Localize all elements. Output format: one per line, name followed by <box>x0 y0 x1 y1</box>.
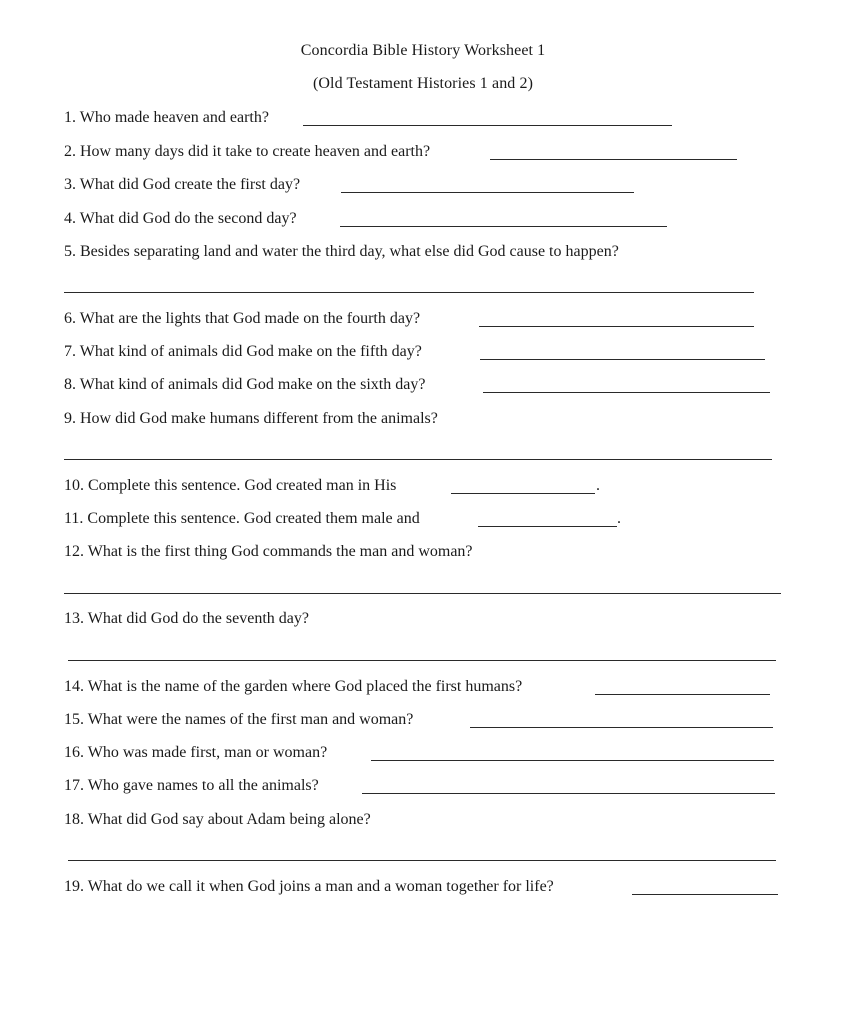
question-7: 7. What kind of animals did God make on the fifth day? <box>64 343 422 360</box>
answer-line-11[interactable] <box>478 526 617 527</box>
question-16: 16. Who was made first, man or woman? <box>64 744 328 761</box>
question-6: 6. What are the lights that God made on the fourth day? <box>64 310 421 327</box>
question-11-text: 11. Complete this sentence. God created them male and <box>64 510 420 527</box>
question-13: 13. What did God do the seventh day? <box>64 610 309 627</box>
question-3: 3. What did God create the first day? <box>64 176 301 193</box>
question-12: 12. What is the first thing God commands the man and woman? <box>64 543 473 560</box>
answer-line-6[interactable] <box>479 326 754 327</box>
answer-line-14[interactable] <box>595 694 770 695</box>
question-8: 8. What kind of animals did God make on the sixth day? <box>64 376 426 393</box>
answer-line-8[interactable] <box>483 392 770 393</box>
answer-line-17[interactable] <box>362 793 775 794</box>
answer-line-18[interactable] <box>68 860 776 861</box>
answer-line-2[interactable] <box>490 159 737 160</box>
answer-line-3[interactable] <box>341 192 634 193</box>
answer-line-9[interactable] <box>64 459 772 460</box>
question-14: 14. What is the name of the garden where God placed the first humans? <box>64 678 523 695</box>
question-10-text: 10. Complete this sentence. God created man in His <box>64 477 397 494</box>
answer-line-15[interactable] <box>470 727 773 728</box>
answer-line-7[interactable] <box>480 359 765 360</box>
question-10 <box>64 476 396 496</box>
question-11 <box>64 509 420 529</box>
answer-line-5[interactable] <box>64 292 754 293</box>
question-1: 1. Who made heaven and earth? <box>64 109 269 126</box>
answer-line-19[interactable] <box>632 894 778 895</box>
answer-line-1[interactable] <box>303 125 672 126</box>
question-15: 15. What were the names of the first man and woman? <box>64 711 414 728</box>
question-5: 5. Besides separating land and water the third day, what else did God cause to happen? <box>64 243 619 260</box>
question-17: 17. Who gave names to all the animals? <box>64 777 319 794</box>
question-10-period: . <box>596 477 600 494</box>
answer-line-12[interactable] <box>64 593 781 594</box>
answer-line-16[interactable] <box>371 760 774 761</box>
question-18: 18. What did God say about Adam being alone? <box>64 811 371 828</box>
answer-line-4[interactable] <box>340 226 667 227</box>
answer-line-10[interactable] <box>451 493 595 494</box>
question-4: 4. What did God do the second day? <box>64 210 297 227</box>
question-11-period: . <box>617 510 621 527</box>
question-2: 2. How many days did it take to create heaven and earth? <box>64 143 431 160</box>
question-19: 19. What do we call it when God joins a man and a woman together for life? <box>64 878 554 895</box>
answer-line-13[interactable] <box>68 660 776 661</box>
worksheet-title: Concordia Bible History Worksheet 1 <box>300 42 546 59</box>
worksheet-subtitle: (Old Testament Histories 1 and 2) <box>312 75 534 92</box>
question-9: 9. How did God make humans different from the animals? <box>64 410 438 427</box>
